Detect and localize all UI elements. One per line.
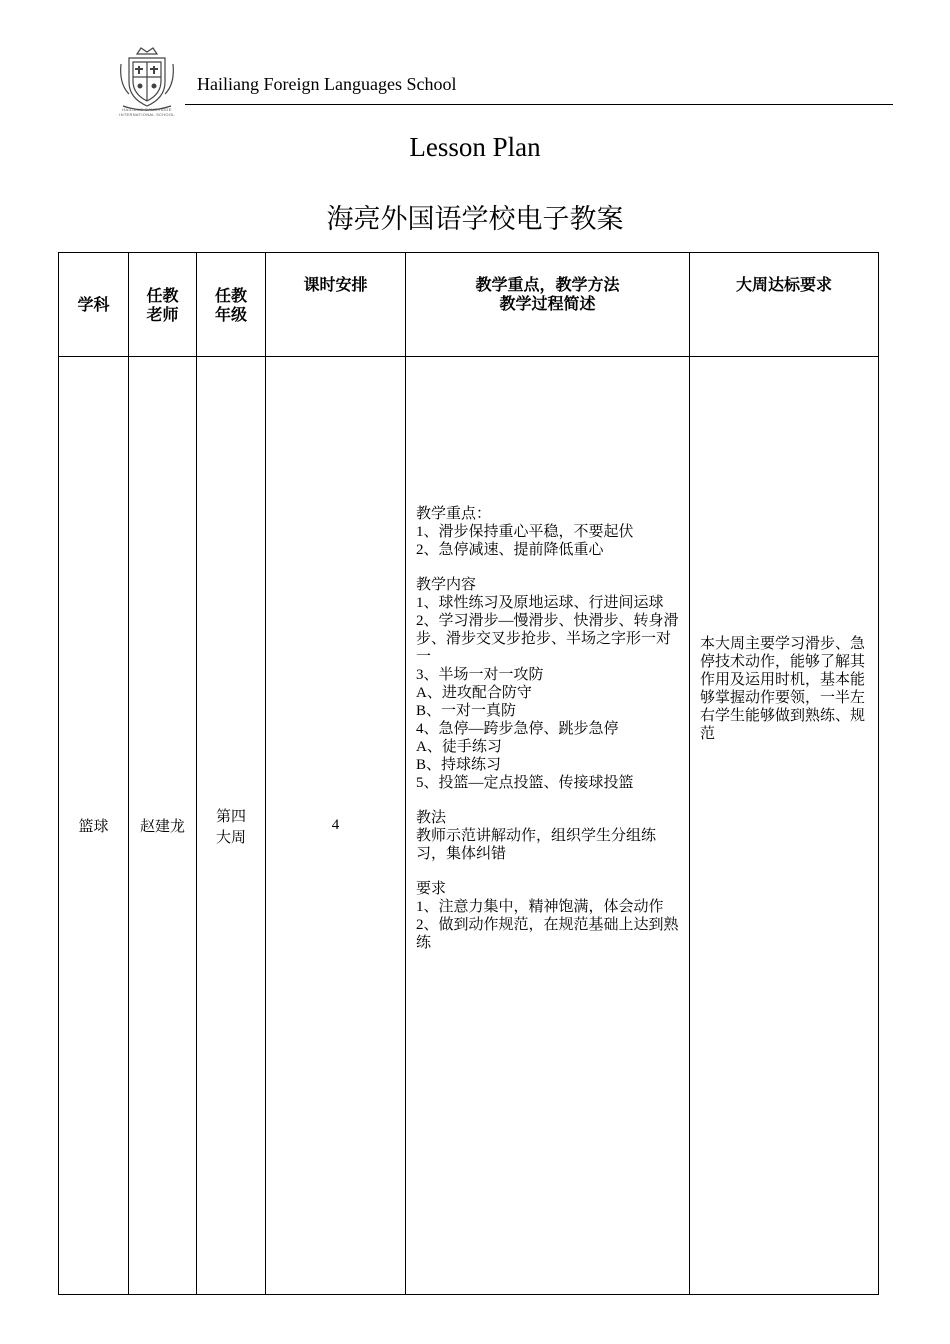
- method-title: 教法: [416, 810, 447, 826]
- require-title: 要求: [416, 881, 447, 897]
- focus-title: 教学重点：: [416, 506, 492, 522]
- table-header-row: [59, 253, 879, 357]
- header-schedule: 课时安排: [266, 253, 406, 357]
- content-subitem: B、持球练习: [416, 757, 502, 773]
- content-subitem: A、进攻配合防守: [416, 685, 532, 701]
- page-title: Lesson Plan: [409, 132, 541, 162]
- cell-teacher: 赵建龙: [129, 357, 197, 1295]
- require-item: 1、注意力集中，精神饱满，体会动作: [416, 899, 664, 915]
- cell-subject: 篮球: [59, 357, 129, 1295]
- header-content: 教学重点，教学方法 教学过程简述: [406, 253, 690, 357]
- logo-caption-line2: INTERNATIONAL SCHOOL: [119, 112, 175, 117]
- content-item: 5、投篮—定点投篮、传接球投篮: [416, 775, 634, 791]
- require-item: 2、做到动作规范，在规范基础上达到熟练: [416, 917, 679, 951]
- content-subitem: B、一对一真防: [416, 703, 517, 719]
- content-item: 1、球性练习及原地运球、行进间运球: [416, 595, 664, 611]
- content-item: 4、急停—跨步急停、跳步急停: [416, 721, 619, 737]
- content-item: 2、学习滑步—慢滑步、快滑步、转身滑步、滑步交叉步抢步、半场之字形一对一: [416, 613, 679, 665]
- focus-item: 1、滑步保持重心平稳，不要起伏: [416, 524, 634, 540]
- method-item: 教师示范讲解动作，组织学生分组练习，集体纠错: [416, 828, 657, 862]
- logo-caption-line1: HAILIANG CAMBRIDGE: [122, 107, 172, 112]
- cell-grade: 第四 大周: [197, 357, 266, 1295]
- cell-requirement: 本大周主要学习滑步、急停技术动作，能够了解其作用及运用时机，基本能够掌握动作要领，一半左右学生能够做到熟练、规范: [690, 357, 879, 1295]
- header-subject: 学科: [59, 253, 129, 357]
- header-requirement: 大周达标要求: [690, 253, 879, 357]
- focus-item: 2、急停减速、提前降低重心: [416, 542, 604, 558]
- school-name: Hailiang Foreign Languages School: [197, 74, 457, 94]
- cell-content: [406, 357, 690, 1295]
- logo-caption: [108, 107, 186, 117]
- content-item: 3、半场一对一攻防: [416, 667, 544, 683]
- lesson-plan-table: [58, 252, 879, 1295]
- table-row: [59, 357, 879, 1295]
- cell-schedule: 4: [266, 357, 406, 1295]
- content-subitem: A、徒手练习: [416, 739, 502, 755]
- page-subtitle: 海亮外国语学校电子教案: [326, 204, 624, 235]
- header-divider: [185, 104, 893, 105]
- content-title: 教学内容: [416, 577, 477, 593]
- header-grade: 任教 年级: [197, 253, 266, 357]
- header-teacher: 任教 老师: [129, 253, 197, 357]
